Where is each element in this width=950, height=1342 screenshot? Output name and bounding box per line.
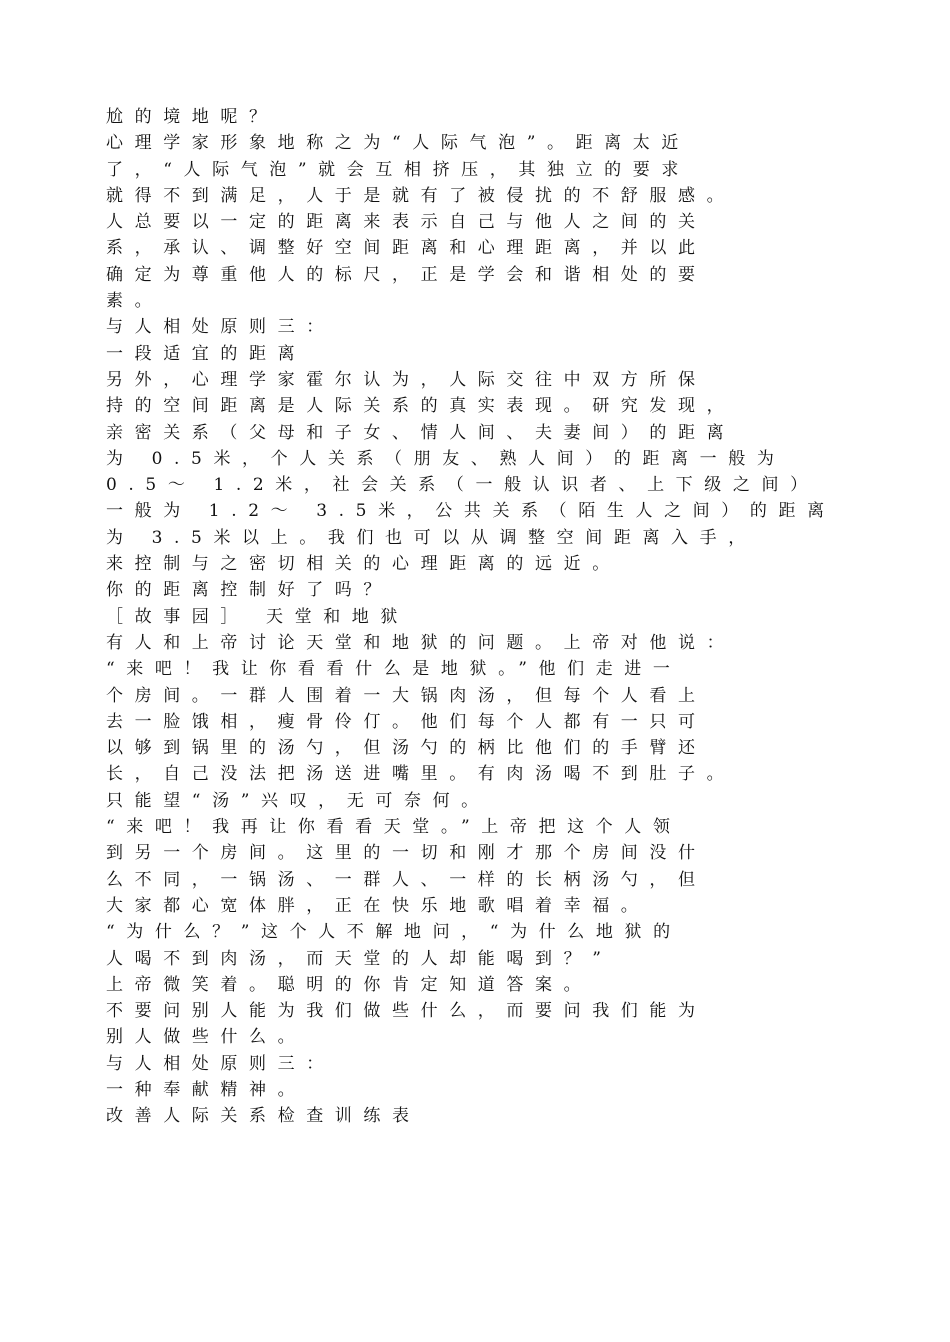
text-line: 长，自己没法把汤送进嘴里。有肉汤喝不到肚子。 (106, 764, 736, 785)
text-line: 去一脸饿相，瘦骨伶仃。他们每个人都有一只可 (106, 711, 707, 732)
text-line: 你的距离控制好了吗？ (106, 580, 392, 601)
text-line: 不要问别人能为我们做些什么，而要问我们能为 (106, 1001, 707, 1022)
text-line: 么不同，一锅汤、一群人、一样的长柄汤勺，但 (106, 869, 707, 890)
text-line: 到另一个房间。这里的一切和刚才那个房间没什 (106, 843, 707, 864)
text-line: “为什么？”这个人不解地问，“为什么地狱的 (106, 922, 682, 943)
text-line: 持的空间距离是人际关系的真实表现。研究发现， (106, 396, 736, 417)
text-line: 一般为 1.2～ 3.5米，公共关系（陌生人之间）的距离 (106, 501, 836, 522)
section-heading: 与人相处原则三： (106, 317, 335, 338)
text-line: 了，“人际气泡”就会互相挤压，其独立的要求 (106, 159, 690, 180)
text-line: 另外，心理学家霍尔认为，人际交往中双方所保 (106, 369, 707, 390)
text-line: 为 3.5米以上。我们也可以从调整空间距离入手， (106, 527, 757, 548)
text-line: 以够到锅里的汤勺，但汤勺的柄比他们的手臂还 (106, 738, 707, 759)
text-line: “来吧！我再让你看看天堂。”上帝把这个人领 (106, 817, 682, 838)
text-line: 系，承认、调整好空间距离和心理距离，并以此 (106, 238, 707, 259)
text-line: 人喝不到肉汤，而天堂的人却能喝到？” (106, 948, 613, 969)
text-line: 来控制与之密切相关的心理距离的远近。 (106, 554, 621, 575)
text-line: 个房间。一群人围着一大锅肉汤，但每个人看上 (106, 685, 707, 706)
text-line: 0.5～ 1.2米，社会关系（一般认识者、上下级之间） (106, 475, 819, 496)
text-line: 人总要以一定的距离来表示自己与他人之间的关 (106, 212, 707, 233)
section-subheading: 一段适宜的距离 (106, 343, 307, 364)
text-line: 素。 (106, 291, 164, 312)
text-line: 尬的境地呢？ (106, 107, 278, 127)
text-line: 亲密关系（父母和子女、情人间、夫妻间）的距离 (106, 422, 736, 443)
text-line: 为 0.5米，个人关系（朋友、熟人间）的距离一般为 (106, 448, 786, 469)
section-subheading: 一种奉献精神。 (106, 1079, 307, 1100)
text-line: 上帝微笑着。聪明的你肯定知道答案。 (106, 974, 593, 995)
text-line: 确定为尊重他人的标尺，正是学会和谐相处的要 (106, 264, 707, 285)
text-line: “来吧！我让你看看什么是地狱。”他们走进一 (106, 659, 682, 680)
text-line: 大家都心宽体胖，正在快乐地歌唱着幸福。 (106, 895, 650, 916)
section-heading: 与人相处原则三： (106, 1053, 335, 1074)
text-line: 心理学家形象地称之为“人际气泡”。距离太近 (106, 133, 690, 154)
text-line: 别人做些什么。 (106, 1027, 307, 1048)
text-line: 就得不到满足，人于是就有了被侵扰的不舒服感。 (106, 185, 736, 206)
text-line: 有人和上帝讨论天堂和地狱的问题。上帝对他说： (106, 632, 736, 653)
story-title: ［故事园］ 天堂和地狱 (106, 606, 410, 627)
text-line: 只能望“汤”兴叹，无可奈何。 (106, 790, 490, 811)
table-caption: 改善人际关系检查训练表 (106, 1106, 421, 1127)
document-page (106, 104, 866, 1130)
